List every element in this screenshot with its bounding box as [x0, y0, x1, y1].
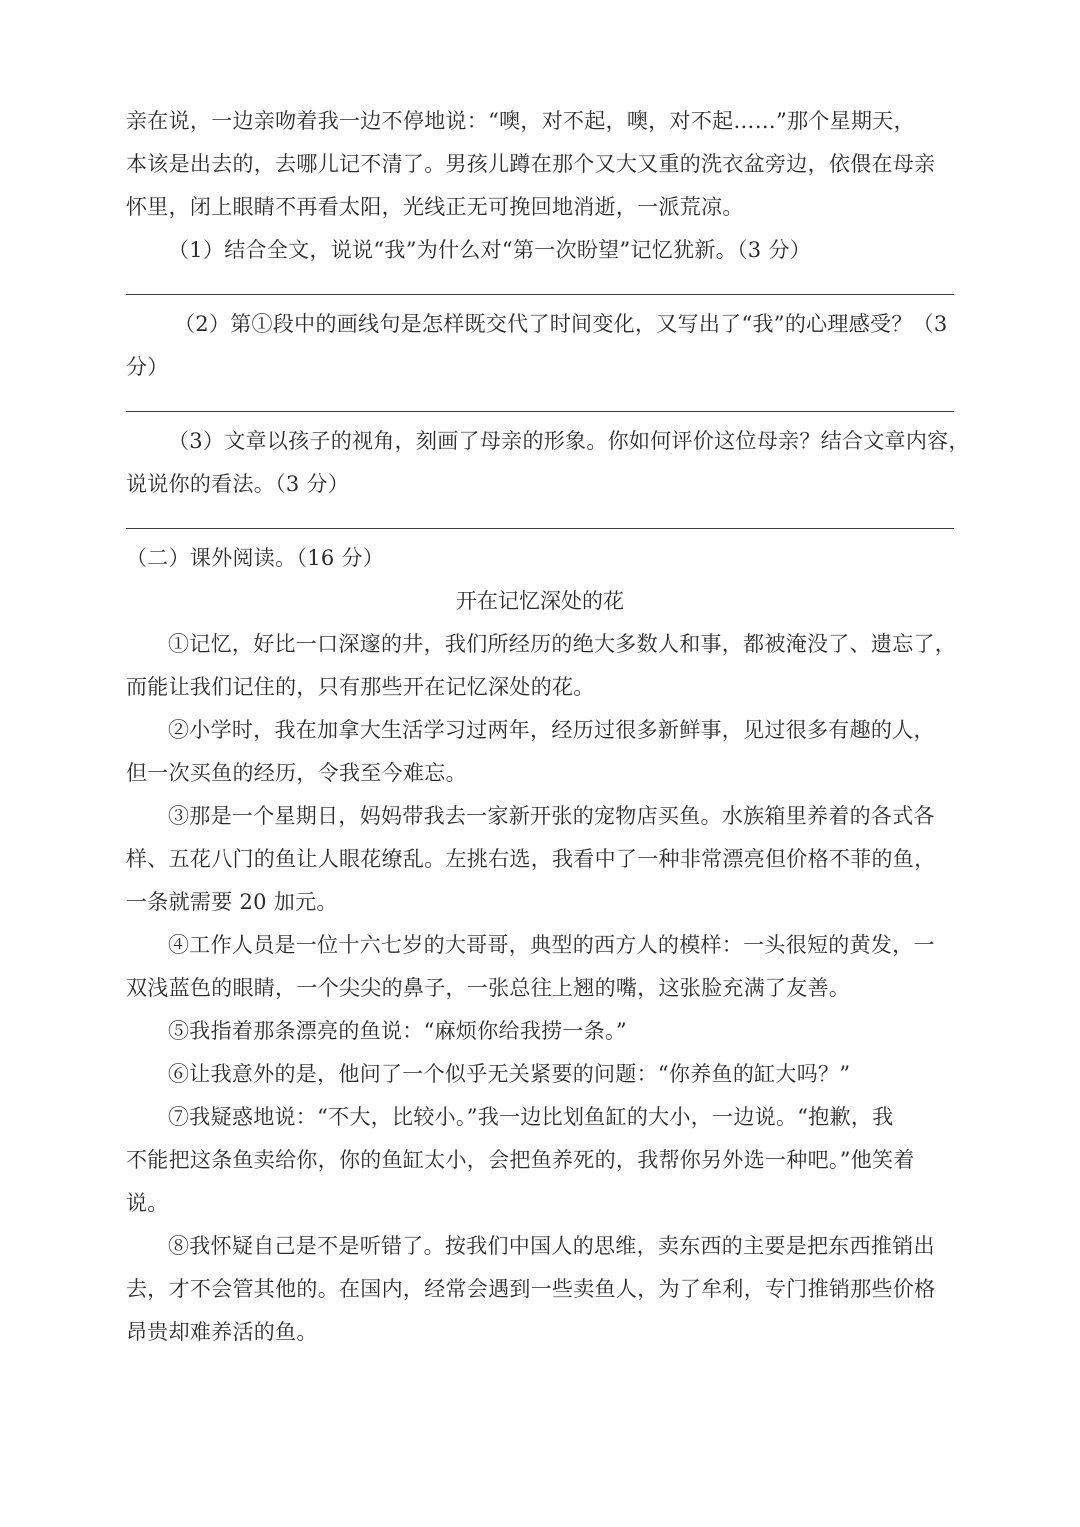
- text-line: 不能把这条鱼卖给你，你的鱼缸太小，会把鱼养死的，我帮你另外选一种吧。”他笑着: [126, 1148, 915, 1172]
- text-line: 说。: [126, 1191, 169, 1215]
- question-text: （3）文章以孩子的视角，刻画了母亲的形象。你如何评价这位母亲？结合文章内容，: [168, 429, 970, 453]
- paragraph-4: [126, 924, 954, 1010]
- paragraph-5: [126, 1010, 954, 1053]
- text-line: ⑥让我意外的是，他问了一个似乎无关紧要的问题：“你养鱼的缸大吗？”: [168, 1062, 851, 1086]
- text-line: ⑦我疑惑地说：“不大，比较小。”我一边比划鱼缸的大小，一边说。“抱歉，我: [168, 1105, 894, 1129]
- text-line: ④工作人员是一位十六七岁的大哥哥，典型的西方人的模样：一头很短的黄发，一: [168, 933, 935, 957]
- exam-page: [126, 100, 970, 1354]
- text-line: 昂贵却难养活的鱼。: [126, 1320, 318, 1344]
- article-body: [126, 623, 957, 1354]
- text-line: ③那是一个星期日，妈妈带我去一家新开张的宠物店买鱼。水族箱里养着的各式各: [168, 804, 935, 828]
- text-line: 双浅蓝色的眼睛，一个尖尖的鼻子，一张总往上翘的嘴，这张脸充满了友善。: [126, 976, 851, 1000]
- question-text: （1）结合全文，说说“我”为什么对“第一次盼望”记忆犹新。（3 分）: [168, 238, 812, 262]
- text-line: 本该是出去的，去哪儿记不清了。男孩儿蹲在那个又大又重的洗衣盆旁边，依偎在母亲: [126, 152, 936, 176]
- question-2: [126, 303, 954, 389]
- section-heading: （二）课外阅读。（16 分）: [126, 546, 385, 570]
- text-line: ⑧我怀疑自己是不是听错了。按我们中国人的思维，卖东西的主要是把东西推销出: [168, 1234, 935, 1258]
- text-line: 而能让我们记住的，只有那些开在记忆深处的花。: [126, 675, 595, 699]
- article-title: 开在记忆深处的花: [456, 589, 624, 613]
- paragraph-1: [126, 623, 957, 709]
- question-text: 说说你的看法。（3 分）: [126, 472, 350, 496]
- text-line: 怀里，闭上眼睛不再看太阳，光线正无可挽回地消逝，一派荒凉。: [126, 195, 744, 219]
- text-line: ②小学时，我在加拿大生活学习过两年，经历过很多新鲜事，见过很多有趣的人，: [168, 718, 935, 742]
- text-line: 去，才不会管其他的。在国内，经常会遇到一些卖鱼人，为了牟利，专门推销那些价格: [126, 1277, 936, 1301]
- text-line: ⑤我指着那条漂亮的鱼说：“麻烦你给我捞一条。”: [168, 1019, 627, 1043]
- paragraph-2: [126, 709, 954, 795]
- question-text: （2）第①段中的画线句是怎样既交代了时间变化，又写出了“我”的心理感受？（3: [174, 312, 948, 336]
- text-line: ①记忆，好比一口深邃的井，我们所经历的绝大多数人和事，都被淹没了、遗忘了，: [168, 632, 957, 656]
- passage-ending: [126, 100, 954, 229]
- text-line: 但一次买鱼的经历，令我至今难忘。: [126, 761, 467, 785]
- text-line: 一条就需要 20 加元。: [126, 890, 338, 914]
- question-text: 分）: [126, 355, 169, 379]
- question-3: [126, 420, 970, 506]
- text-line: 样、五花八门的鱼让人眼花缭乱。左挑右选，我看中了一种非常漂亮但价格不菲的鱼，: [126, 847, 936, 871]
- paragraph-8: [126, 1225, 954, 1354]
- text-line: 亲在说，一边亲吻着我一边不停地说：“噢，对不起，噢，对不起……”那个星期天，: [126, 109, 915, 133]
- paragraph-3: [126, 795, 954, 924]
- question-1: [126, 229, 954, 272]
- paragraph-6: [126, 1053, 954, 1096]
- paragraph-7: [126, 1096, 954, 1225]
